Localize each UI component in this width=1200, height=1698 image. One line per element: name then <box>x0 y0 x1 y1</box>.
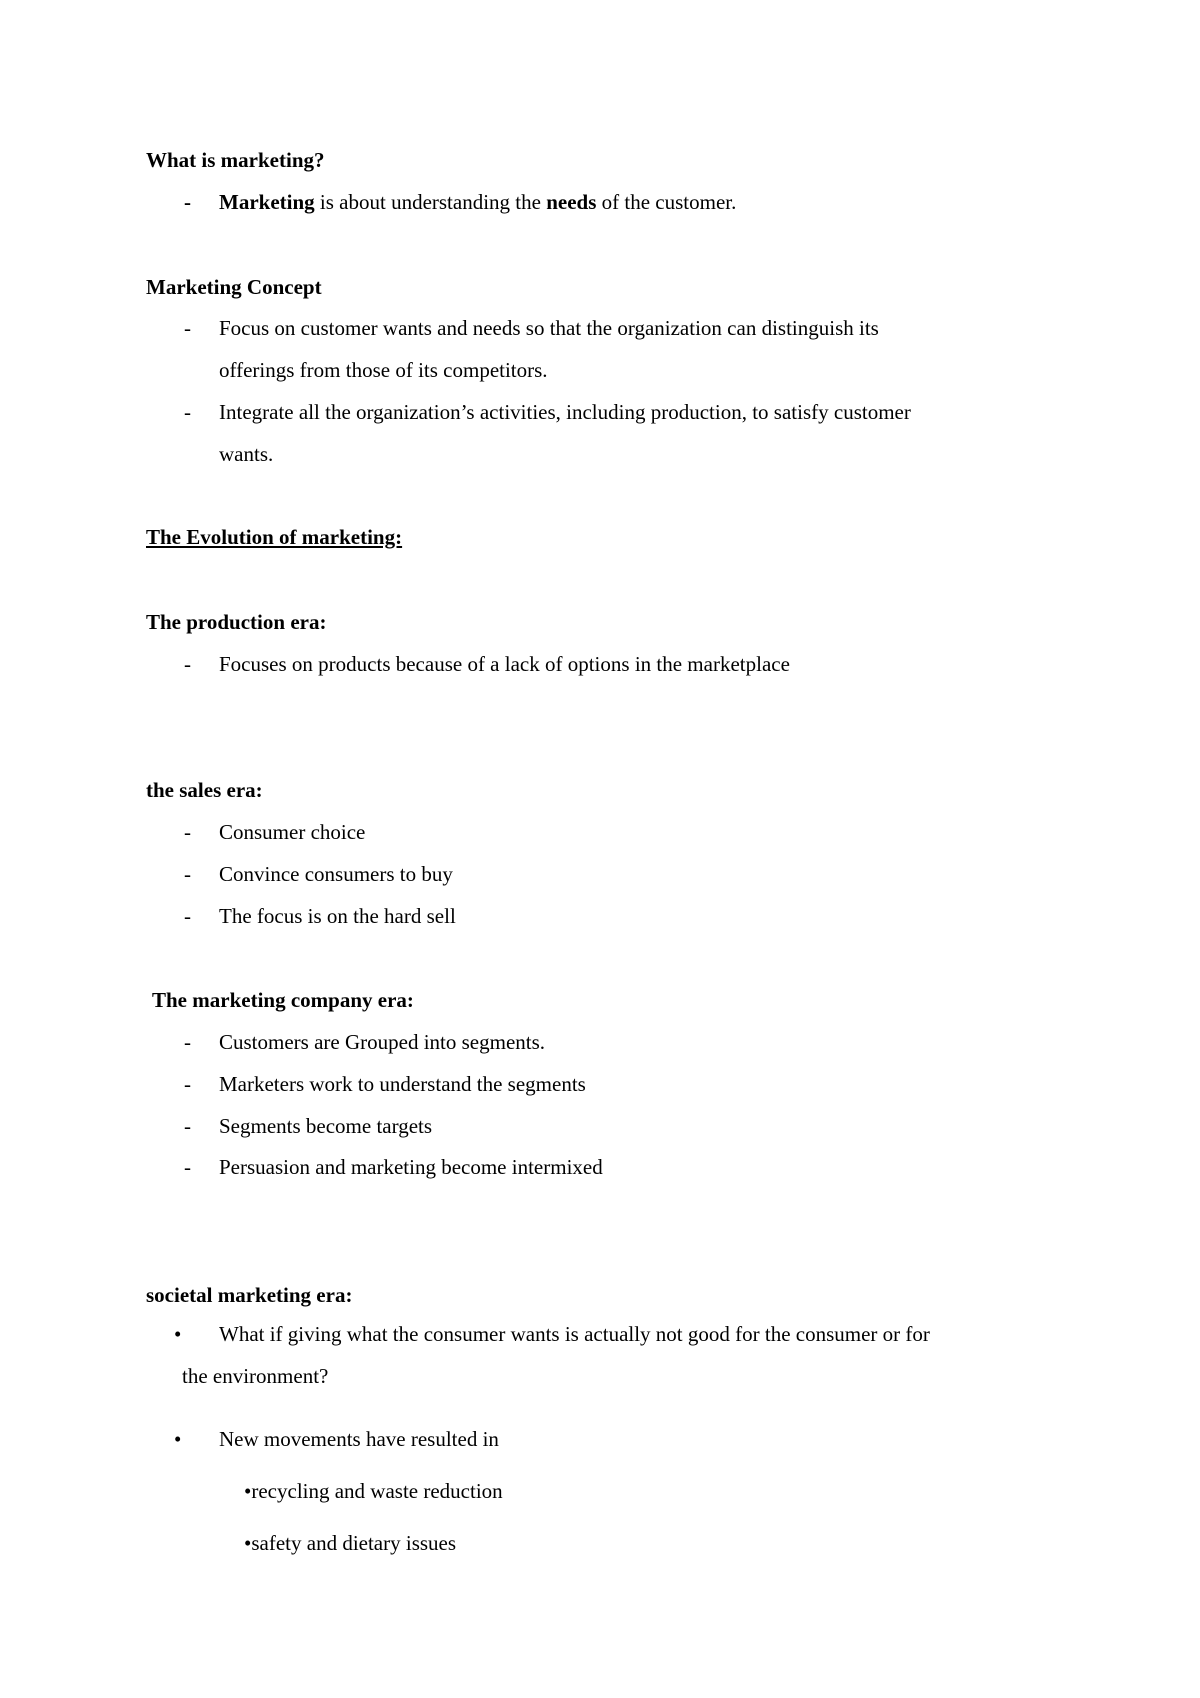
dash-marker: - <box>184 1072 191 1096</box>
list-item-text: Customers are Grouped into segments. <box>219 1030 546 1054</box>
list-item-text: Segments become targets <box>219 1114 433 1138</box>
dash-marker: - <box>184 400 191 424</box>
sub-list-item <box>244 1479 503 1504</box>
bold-term: Marketing <box>219 190 315 214</box>
dash-marker: - <box>184 316 191 340</box>
list-item-text: Consumer choice <box>219 820 366 844</box>
list-item-text: Focuses on products because of a lack of options in the marketplace <box>219 652 790 676</box>
dash-marker: - <box>184 862 191 886</box>
dash-marker: - <box>184 1030 191 1054</box>
dash-marker: - <box>184 1114 191 1138</box>
list-item-text: What if giving what the consumer wants is actually not good for the consumer or for <box>219 1322 930 1346</box>
bold-term: needs <box>546 190 597 214</box>
sub-list-item <box>244 1531 456 1556</box>
dash-marker: - <box>184 820 191 844</box>
list-item-text: Integrate all the organization’s activities, including production, to satisfy customer <box>219 400 911 424</box>
dash-marker: - <box>184 190 191 214</box>
bullet-marker: • <box>174 1427 182 1451</box>
list-item-continuation: offerings from those of its competitors. <box>219 358 548 382</box>
heading-marketing-concept: Marketing Concept <box>146 275 322 299</box>
heading-sales-era: the sales era: <box>146 778 263 802</box>
sub-list-item-text: safety and dietary issues <box>251 1531 457 1555</box>
bullet-marker: • <box>244 1531 252 1555</box>
list-item-text: Focus on customer wants and needs so that the organization can distinguish its <box>219 316 879 340</box>
dash-marker: - <box>184 1155 191 1179</box>
list-item-text: New movements have resulted in <box>219 1427 499 1451</box>
heading-production-era: The production era: <box>146 610 327 634</box>
list-item-text: Convince consumers to buy <box>219 862 453 886</box>
dash-marker: - <box>184 904 191 928</box>
bullet-marker: • <box>244 1479 252 1503</box>
list-item-text: Marketers work to understand the segments <box>219 1072 586 1096</box>
list-item-text: Persuasion and marketing become intermixed <box>219 1155 603 1179</box>
list-item-continuation: the environment? <box>182 1364 329 1388</box>
heading-marketing-company-era: The marketing company era: <box>152 988 414 1012</box>
list-item-continuation: wants. <box>219 442 274 466</box>
heading-evolution: The Evolution of marketing: <box>146 525 403 549</box>
list-item-text: The focus is on the hard sell <box>219 904 456 928</box>
bullet-marker: • <box>174 1322 182 1346</box>
heading-what-is-marketing: What is marketing? <box>146 148 325 172</box>
text-segment: is about understanding the <box>314 190 547 214</box>
sub-list-item-text: recycling and waste reduction <box>251 1479 503 1503</box>
text-segment: of the customer. <box>596 190 737 214</box>
heading-societal-marketing-era: societal marketing era: <box>146 1283 353 1307</box>
list-item-text <box>219 190 736 215</box>
dash-marker: - <box>184 652 191 676</box>
